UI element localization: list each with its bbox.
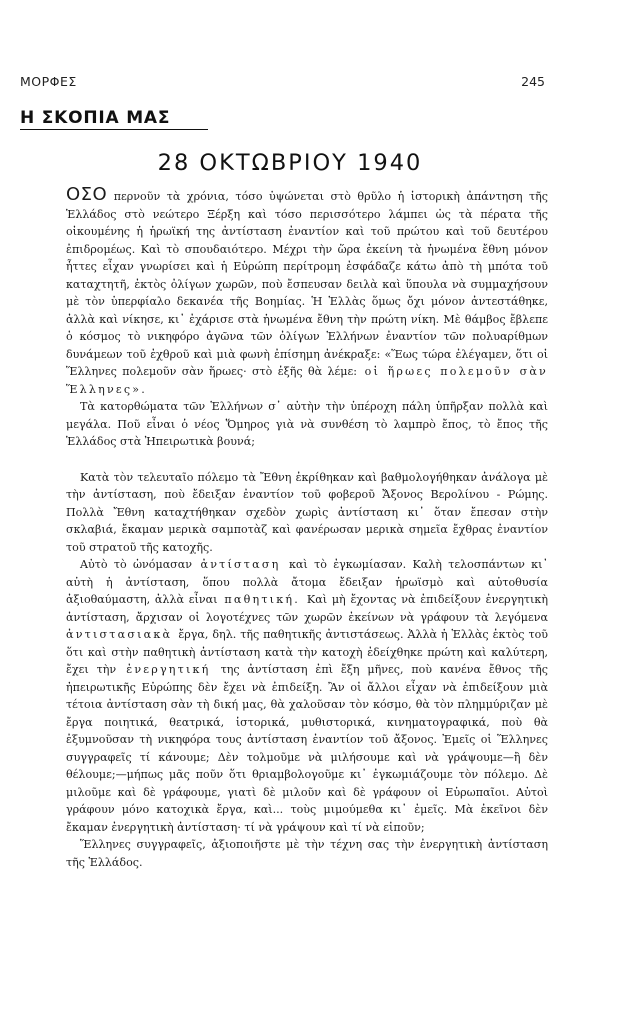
- paragraph-1: [66, 186, 548, 398]
- section-gap: [66, 451, 548, 469]
- initial-capital: ΟΣΟ: [66, 184, 108, 205]
- article-body: [66, 186, 548, 871]
- paragraph-1-text: περνοῦν τὰ χρόνια, τόσο ὑψώνεται στὸ θρῦλο ἡ ἱστορικὴ ἀπάντηση τῆς Ἑλλάδος στὸ νεώτερο Ξέρξη καὶ τόσο περισσότερο λάμπει ὡς τὰ πέρατα τῆς οἰκουμένης ἡ ἡρωϊκή της ἀντίσταση ἐναντίον καὶ τοῦ πρώτου καὶ τοῦ δευτέρου ἐπιδρομέως. Καὶ τὸ σπουδαιότερο. Μέχρι τὴν ὥρα ἐκείνη τὰ ἡνωμένα ἔθνη μόνον ἧττες εἶχαν γνωρίσει καὶ ἡ Εὐρώπη περίτρομη ἐσφάδαζε κάτω ἀπὸ τὴ μπότα τοῦ καταχτητῆ, ἐκτὸς ὀλίγων χωρῶν, ποὺ ἔσπευσαν δειλὰ καὶ ὕπουλα νὰ συμμαχήσουν μὲ τὸν ὑπερφίαλο δεκανέα τῆς Βοημίας. Ἡ Ἑλλὰς ὅμως ὄχι μόνον ἀντεστάθηκε, ἀλλὰ καὶ νίκησε, κι᾿ ἐχάρισε στὰ ἡνωμένα ἔθνη τὴν πρώτη νίκη. Μὲ θάμβος ἔβλεπε ὁ κόσμος τὸ νικηφόρο ἀγῶνα τῶν ὀλίγων Ἑλλήνων ἐναντίον τῶν πολυαρίθμων δυνάμεων τοῦ ἐχθροῦ καὶ μιὰ φωνὴ ἐπίσημη ἀνέκραξε: «Ἕως τώρα ἐλέγαμεν, ὅτι οἱ Ἕλληνες πολεμοῦν σὰν ἥρωες· στὸ ἑξῆς θὰ λέμε:: [66, 190, 548, 378]
- paragraph-4-emphasis-2: παθητική.: [217, 593, 307, 606]
- paragraph-2: Τὰ κατορθώματα τῶν Ἑλλήνων σ᾿ αὐτὴν τὴν ὑπέροχη πάλη ὑπῆρξαν πολλὰ καὶ μεγάλα. Ποῦ εἶναι ὁ νέος Ὅμηρος γιὰ νὰ συνθέση τὸ λαμπρὸ ἔπος, τὸ ἔπος τῆς Ἑλλάδος στὰ Ἠπειρωτικὰ βουνά;: [66, 400, 548, 448]
- paragraph-5: Ἕλληνες συγγραφεῖς, ἀξιοποιῆστε μὲ τὴν τέχνη σας τὴν ἐνεργητικὴ ἀντίσταση τῆς Ἑλλάδος.: [66, 838, 548, 869]
- paragraph-4: [66, 556, 548, 836]
- paragraph-4-emphasis-4: ἐνεργητική: [116, 663, 221, 676]
- paragraph-1-emphasis: οἱ ἥρωες πολεμοῦν σὰν Ἕλληνες».: [66, 365, 548, 396]
- column-title-underline: [20, 129, 208, 130]
- article-title: 28 ΟΚΤΩΒΡΙΟΥ 1940: [157, 150, 423, 176]
- running-head: ΜΟΡΦΕΣ: [20, 74, 77, 89]
- paragraph-3: Κατὰ τὸν τελευταῖο πόλεμο τὰ Ἔθνη ἐκρίθηκαν καὶ βαθμολογήθηκαν ἀνάλογα μὲ τὴν ἀντίσταση, ποὺ ἔδειξαν ἐναντίον τοῦ φοβεροῦ Ἄξονος Βερολίνου - Ρώμης. Πολλὰ Ἔθνη καταχτήθηκαν σχεδὸν χωρὶς ἀντίσταση κι᾿ ὅταν ἔπεσαν στὴν σκλαβιά, ἔκαμαν μερικὰ σαμποτὰζ καὶ φανέρωσαν μερικὰ σημεῖα ἔχθρας ἐναντίον τοῦ στρατοῦ τῆς κατοχῆς.: [66, 470, 548, 554]
- paragraph-4-text-5: της ἀντίσταση ἐπὶ ἔξη μῆνες, ποὺ κανένα ἔθνος τῆς ἠπειρωτικῆς Εὐρώπης δὲν ἔχει νὰ ἐπιδείξη. Ἂν οἱ ἄλλοι εἶχαν νὰ ἐπιδείξουν μιὰ τέτοια ἀντίσταση σὰν τὴ δική μας, θὰ χαλοῦσαν τὸν κόσμο, θὰ τὸν πλημμύριζαν μὲ ἔργα ποιητικά, θεατρικά, ἱστορικά, μυθιστορικά, κινηματογραφικά, ποὺ θὰ ἐξυμνοῦσαν τὴ νικηφόρα τους ἀντίσταση ἐναντίον τοῦ ἄξονος. Ἐμεῖς οἱ Ἕλληνες συγγραφεῖς τί κάνουμε; Δὲν τολμοῦμε νὰ μιλήσουμε καὶ νὰ γράψουμε—ἢ δὲν θέλουμε;—μήπως μᾶς ποῦν ὅτι θριαμβολογοῦμε κι᾿ ἐγκωμιάζουμε τὸν πόλεμο. Δὲ μιλοῦμε καὶ δὲ γράφουμε, γιατὶ δὲ μιλοῦν καὶ δὲ γράφουν οἱ Εὐρωπαῖοι. Αὐτοὶ γράφουν μόνο κατοχικὰ ἔργα, καὶ... τοὺς μιμούμεθα κι᾿ ἐμεῖς. Μὰ ἐκεῖνοι δὲν ἔκαμαν ἐνεργητικὴ ἀντίσταση· τί νὰ γράψουν καὶ τί νὰ εἰποῦν;: [66, 663, 549, 834]
- paragraph-4-text-3: Καὶ μὴ ἔχοντας νὰ ἐπιδείξουν ἐνεργητικὴ ἀντίσταση, ἄρχισαν οἱ λογοτέχνες τῶν χωρῶν ἐκείνων νὰ γράφουν τὰ λεγόμενα: [66, 593, 548, 624]
- paragraph-4-text-2: καὶ τὸ ἐγκωμίασαν. Καλὴ τελοσπάντων κι᾿ αὐτὴ ἡ ἀντίσταση, ὅπου πολλὰ ἄτομα ἔδειξαν ἡρωϊσμὸ καὶ αὐτοθυσία ἀξιοθαύμαστη, ἀλλὰ εἶναι: [66, 558, 548, 606]
- paragraph-4-text-1: Αὐτὸ τὸ ὠνόμασαν: [80, 558, 192, 571]
- column-title: Η ΣΚΟΠΙΑ ΜΑΣ: [20, 108, 171, 128]
- paragraph-4-text-4: ἔργα, δηλ. τῆς παθητικῆς ἀντιστάσεως. Ἀλλὰ ἡ Ἑλλὰς ἐκτὸς τοῦ ὅτι καὶ στὴν παθητικὴ ἀντίσταση κατὰ τὴν κατοχὴ ἐδείχθηκε πρώτη καὶ καλύτερη, ἔχει τὴν: [66, 628, 549, 676]
- paragraph-4-emphasis-1: ἀντίσταση: [192, 558, 289, 571]
- page-number: 245: [521, 74, 545, 89]
- paragraph-4-emphasis-3: ἀντιστασιακὰ: [66, 628, 179, 641]
